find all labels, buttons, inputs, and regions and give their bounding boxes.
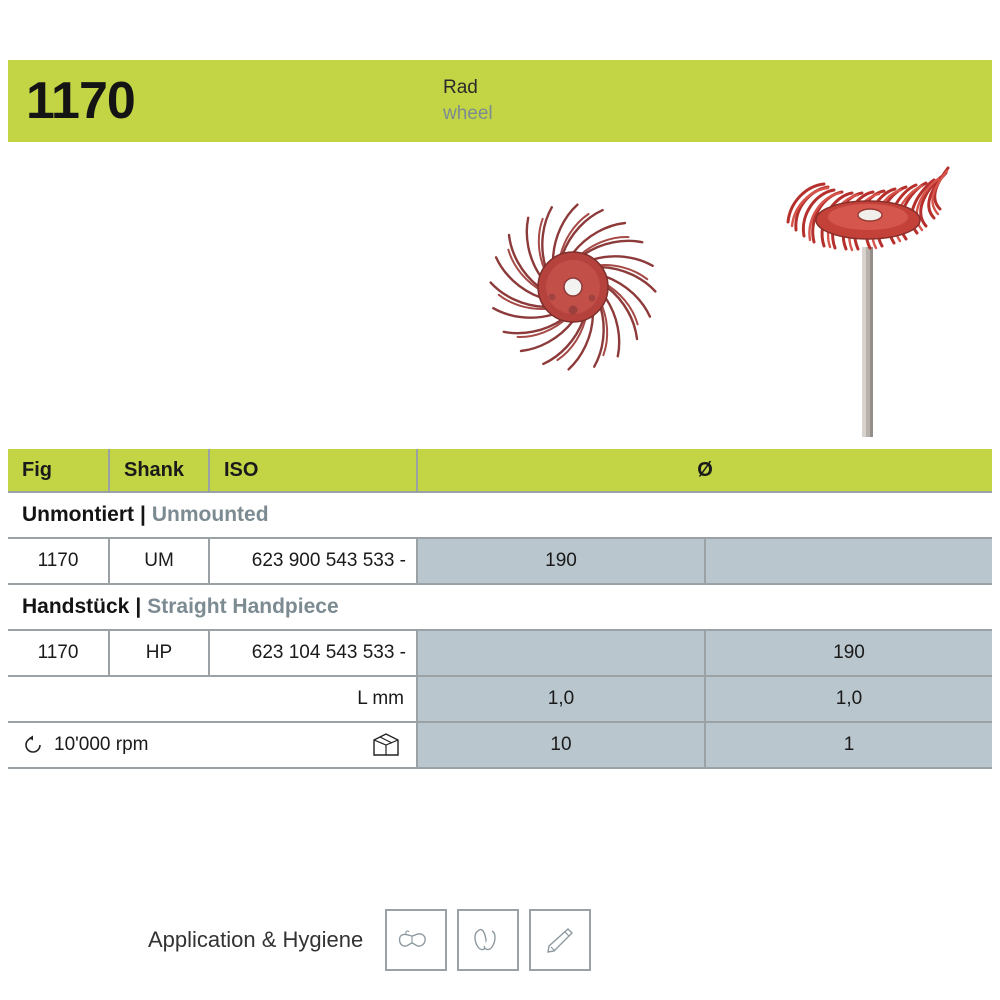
- spec-row-length: [8, 677, 992, 723]
- product-photo-mounted: [763, 152, 978, 447]
- spec-packaging-value-2: 1: [704, 723, 992, 767]
- cell-shank: HP: [108, 631, 208, 675]
- rpm-value: 10'000 rpm: [54, 734, 149, 755]
- table-header-row: [8, 449, 992, 493]
- group-label-de: Unmontiert: [22, 503, 134, 526]
- handpiece-icon: [529, 909, 591, 971]
- table-row: [8, 631, 992, 677]
- teeth-anterior-icon: [457, 909, 519, 971]
- product-code: 1170: [26, 72, 135, 130]
- specification-table: [8, 449, 992, 769]
- spec-row-packaging: [8, 723, 992, 769]
- cell-fig: 1170: [8, 539, 108, 583]
- spec-length-value-2: 1,0: [704, 677, 992, 721]
- cell-diameter-1: 190: [416, 539, 704, 583]
- spec-label-length: L mm: [8, 677, 416, 721]
- product-name-de: Rad: [443, 77, 478, 99]
- hygiene-icon-group: [385, 909, 591, 971]
- table-row: [8, 539, 992, 585]
- column-header-fig: Fig: [22, 458, 52, 481]
- group-label-de: Handstück: [22, 595, 130, 618]
- cell-shank: UM: [108, 539, 208, 583]
- product-image-area: [8, 142, 992, 451]
- column-header-diameter: Ø: [416, 449, 992, 491]
- group-label-separator: |: [135, 595, 142, 618]
- group-label-en: Straight Handpiece: [147, 595, 339, 618]
- cell-diameter-2: 190: [704, 631, 992, 675]
- cell-iso: 623 900 543 533 -: [208, 539, 416, 583]
- spec-packaging-value-1: 10: [416, 723, 704, 767]
- group-header-straight-handpiece: [8, 585, 992, 631]
- cell-diameter-1: [416, 631, 704, 675]
- product-name-en: wheel: [443, 103, 493, 124]
- product-name-block: [413, 60, 992, 142]
- application-hygiene-footer: [8, 900, 992, 980]
- product-photo-front: [448, 162, 698, 412]
- teeth-posterior-icon: [385, 909, 447, 971]
- column-header-iso: ISO: [208, 449, 416, 491]
- application-hygiene-label: Application & Hygiene: [148, 927, 364, 952]
- group-label-en: Unmounted: [151, 503, 269, 526]
- group-header-unmounted: [8, 493, 992, 539]
- rotation-icon: [22, 734, 44, 756]
- product-header: [8, 60, 992, 142]
- cell-diameter-2: [704, 539, 992, 583]
- product-code-block: [8, 60, 413, 142]
- group-label-separator: |: [140, 503, 146, 526]
- column-header-shank: Shank: [108, 449, 208, 491]
- box-icon: [368, 728, 404, 762]
- rpm-block: [8, 723, 416, 767]
- spec-length-value-1: 1,0: [416, 677, 704, 721]
- cell-iso: 623 104 543 533 -: [208, 631, 416, 675]
- cell-fig: 1170: [8, 631, 108, 675]
